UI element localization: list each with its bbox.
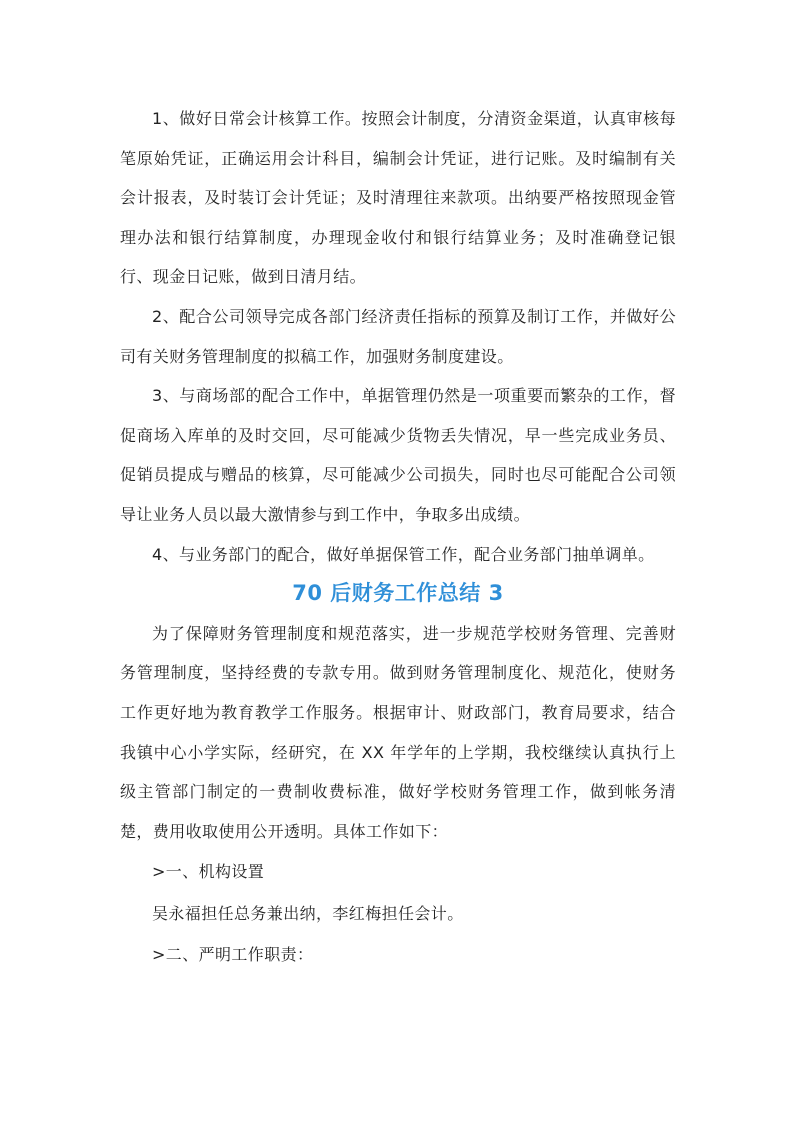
section-heading: 70 后财务工作总结 3 xyxy=(292,581,504,606)
list-item-staff: 吴永福担任总务兼出纳，李红梅担任会计。 xyxy=(152,903,464,923)
document-body xyxy=(120,99,676,976)
paragraph-mall-cooperation: 3、与商场部的配合工作中，单据管理仍然是一项重要而繁杂的工作，督促商场入库单的及时交回，尽可能减少货物丢失情况，早一些完成业务员、促销员提成与赠品的核算，尽可能减少公司损失，同时也尽可能配合公司领导让业务人员以最大激情参与到工作中，争取多出成绩。 xyxy=(120,386,676,524)
list-item-organization: >一、机构设置 xyxy=(152,862,265,882)
paragraph-sales-cooperation: 4、与业务部门的配合，做好单据保管工作，配合业务部门抽单调单。 xyxy=(152,544,655,564)
paragraph-intro: 为了保障财务管理制度和规范落实，进一步规范学校财务管理、完善财务管理制度，坚持经费的专款专用。做到财务管理制度化、规范化，使财务工作更好地为教育教学工作服务。根据审计、财政部门，教育局要求，结合我镇中心小学实际，经研究，在 XX 年学年的上学期，我校继续认真执行上级主管部门制定的一费制收费标准，做好学校财务管理工作，做到帐务清楚，费用收取使用公开透明。具体工作如下： xyxy=(120,623,676,841)
paragraph-accounting-work: 1、做好日常会计核算工作。按照会计制度，分清资金渠道，认真审核每笔原始凭证，正确运用会计科目，编制会计凭证，进行记账。及时编制有关会计报表，及时装订会计凭证；及时清理往来款项。出纳要严格按照现金管理办法和银行结算制度，办理现金收付和银行结算业务；及时准确登记银行、现金日记账，做到日清月结。 xyxy=(120,109,676,287)
list-item-duties: >二、严明工作职责： xyxy=(152,945,314,965)
paragraph-budget-cooperation: 2、配合公司领导完成各部门经济责任指标的预算及制订工作，并做好公司有关财务管理制度的拟稿工作，加强财务制度建设。 xyxy=(120,306,676,366)
